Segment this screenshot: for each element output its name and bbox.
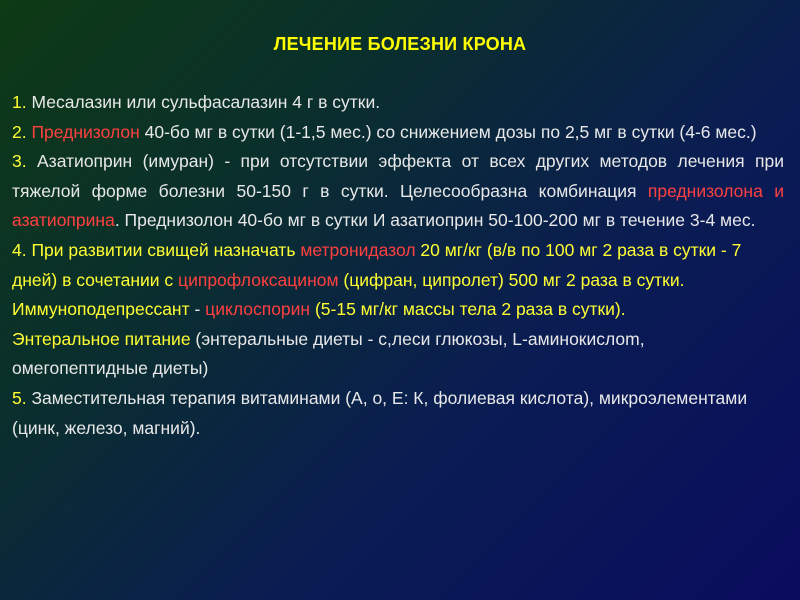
paragraph-4 bbox=[12, 236, 784, 295]
paragraph-5-separator: - bbox=[189, 299, 206, 320]
enteral-nutrition-label: Энтеральное питание bbox=[12, 328, 191, 349]
item-number-4: 4. bbox=[12, 239, 27, 260]
item-number-5: 5. bbox=[12, 387, 27, 408]
paragraph-7 bbox=[12, 384, 784, 443]
item-number-3: 3. bbox=[12, 151, 27, 172]
paragraph-2-text: 40-бо мг в сутки (1-1,5 мес.) со снижением дозы по 2,5 мг в сутки (4-6 мес.) bbox=[139, 121, 757, 142]
paragraph-3 bbox=[12, 147, 784, 236]
slide-body bbox=[12, 88, 784, 443]
paragraph-6-text: (энтеральные диеты - с,леси глюкозы, L-аминокислоm, омегопептидные диеты) bbox=[12, 328, 645, 379]
drug-ciprofloxacin: ципрофлоксацином bbox=[178, 269, 339, 290]
paragraph-2 bbox=[12, 118, 784, 148]
paragraph-4-text-1: При развитии свищей назначать bbox=[26, 239, 301, 260]
paragraph-7-text: Заместительная терапия витаминами (А, о, Е: К, фолиевая кислота), микроэлементами (цинк, железо, магний). bbox=[12, 387, 748, 438]
item-number-2: 2. bbox=[12, 121, 27, 142]
item-number-1: 1. bbox=[12, 92, 27, 112]
paragraph-5-text: (5-15 мг/кг массы тела 2 раза в сутки). bbox=[310, 299, 626, 320]
paragraph-3-text-1: Азатиоприн (имуран) - при отсутствии эффекта от всех других методов лечения при тяжелой форме болезни 50-150 г в сутки. Целесообразна комбинация bbox=[12, 151, 784, 201]
paragraph-4-text-3: (цифран, ципролет) 500 мг 2 раза в сутки. bbox=[338, 269, 685, 290]
drug-metronidazole: метронидазол bbox=[300, 239, 416, 260]
drug-prednisolone: Преднизолон bbox=[26, 121, 140, 142]
drug-combination: преднизолона и азатиоприна bbox=[12, 180, 784, 231]
paragraph-6 bbox=[12, 325, 784, 384]
drug-cyclosporine: циклоспорин bbox=[205, 299, 311, 320]
paragraph-4-text-2: 20 мг/кг (в/в по 100 мг 2 раза в сутки - 7 дней) в сочетании с bbox=[12, 239, 742, 290]
immunosuppressant-label: Иммуноподепрессант bbox=[12, 299, 190, 320]
paragraph-1 bbox=[12, 88, 784, 118]
paragraph-1-text: Месалазин или сульфасалазин 4 г в сутки. bbox=[26, 92, 381, 112]
paragraph-3-text-2: . Преднизолон 40-бо мг в сутки И азатиоприн 50-100-200 мг в течение 3-4 мес. bbox=[114, 210, 756, 231]
slide-title: ЛЕЧЕНИЕ БОЛЕЗНИ КРОНА bbox=[273, 34, 527, 54]
paragraph-5 bbox=[12, 295, 784, 325]
